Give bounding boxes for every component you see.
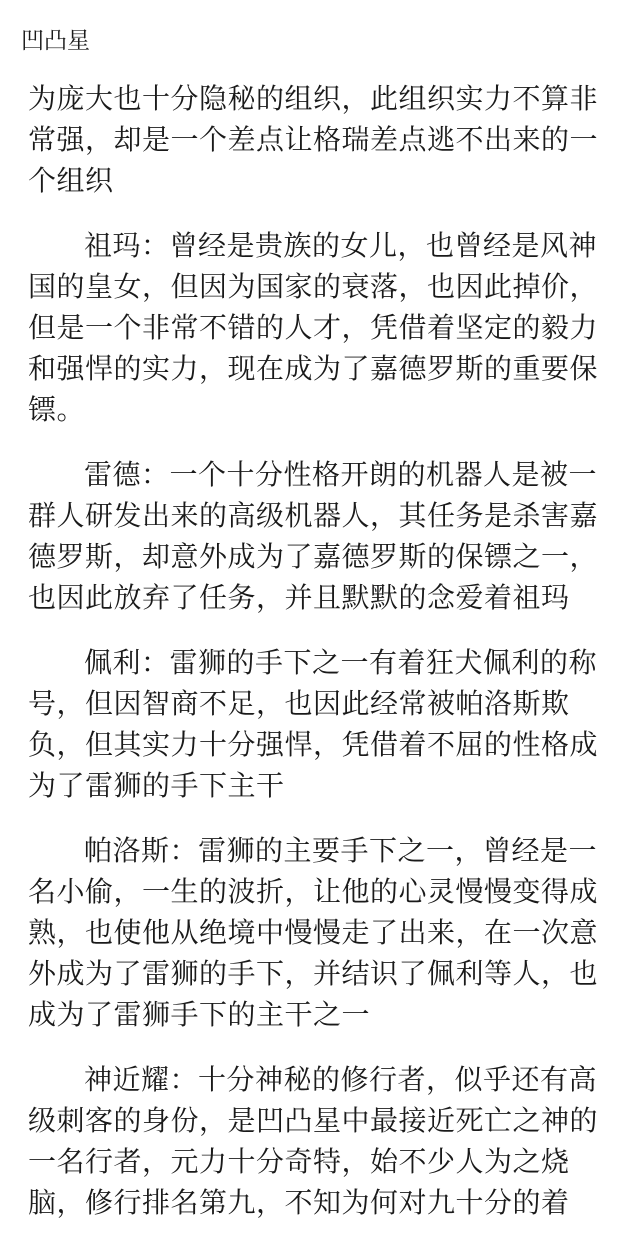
- paragraph-intro: 为庞大也十分隐秘的组织，此组织实力不算非常强，却是一个差点让格瑞差点逃不出来的一个组织: [28, 82, 599, 197]
- page-title: 凹凸星: [21, 28, 90, 54]
- paragraph-leide: 雷德：一个十分性格开朗的机器人是被一群人研发出来的高级机器人，其任务是杀害嘉德罗斯，却意外成为了嘉德罗斯的保镖之一，也因此放弃了任务，并且默默的念爱着祖玛: [28, 458, 599, 614]
- paragraph-paluosi: 帕洛斯：雷狮的主要手下之一，曾经是一名小偷，一生的波折，让他的心灵慢慢变得成熟，也使他从绝境中慢慢走了出来，在一次意外成为了雷狮的手下，并结识了佩利等人，也成为了雷狮手下的主干之一: [28, 834, 599, 1031]
- paragraph-peili: 佩利：雷狮的手下之一有着狂犬佩利的称号，但因智商不足，也因此经常被帕洛斯欺负，但其实力十分强悍，凭借着不屈的性格成为了雷狮的手下主干: [28, 646, 599, 802]
- paragraph-shenjinyao: 神近耀：十分神秘的修行者，似乎还有高级刺客的身份，是凹凸星中最接近死亡之神的一名行者，元力十分奇特，始不少人为之烧脑，修行排名第九，不知为何对九十分的着: [28, 1063, 599, 1219]
- paragraph-zuma: 祖玛：曾经是贵族的女儿，也曾经是风神国的皇女，但因为国家的衰落，也因此掉价，但是一个非常不错的人才，凭借着坚定的毅力和强悍的实力，现在成为了嘉德罗斯的重要保镖。: [28, 229, 599, 426]
- article-body: [28, 78, 618, 1247]
